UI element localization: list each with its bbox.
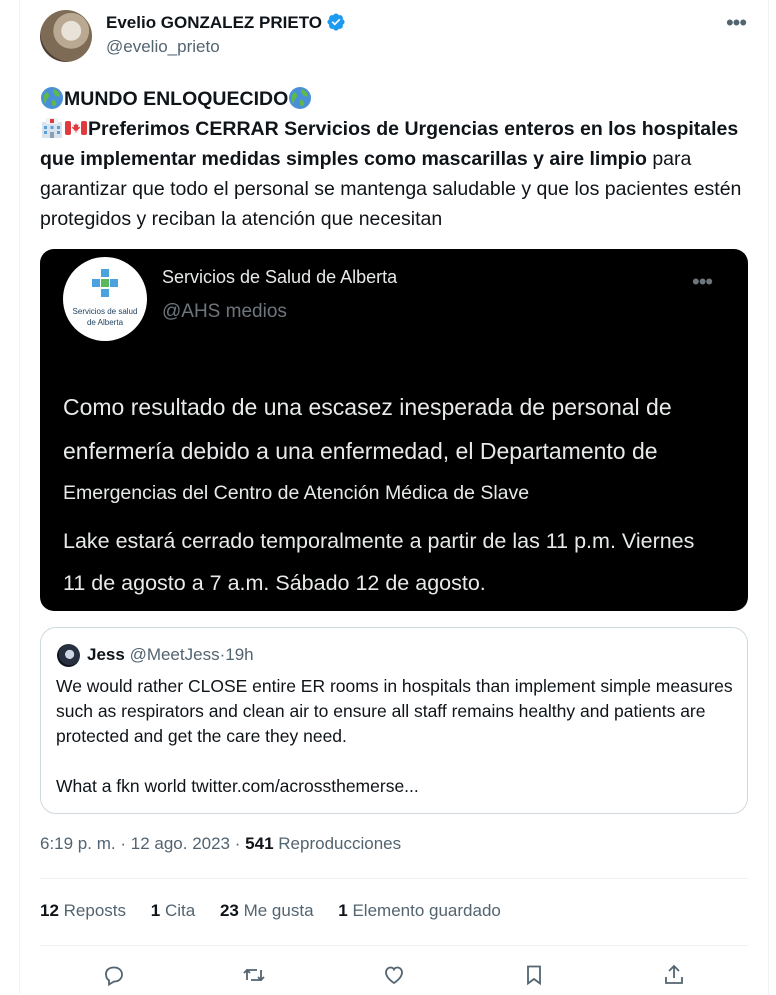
meta-separator-2: · — [234, 834, 241, 853]
stat-quotes-label: Cita — [164, 901, 196, 920]
stat-reposts[interactable] — [40, 901, 126, 921]
stat-likes-label: Me gusta — [243, 901, 314, 920]
quote-separator: · — [219, 645, 226, 664]
reply-icon — [102, 963, 126, 987]
retweet-icon — [242, 963, 266, 987]
media-text-line-1: Como resultado de una escasez inesperada de personal de — [63, 394, 672, 420]
stat-quotes-count: 1 — [150, 901, 161, 920]
quote-text-2: What a fkn world twitter.com/acrossthemerse... — [56, 776, 419, 796]
meta-separator: · — [120, 834, 127, 853]
verified-badge-icon — [326, 12, 346, 32]
quote-header — [87, 645, 254, 665]
like-button[interactable] — [379, 960, 409, 990]
tweet-time[interactable]: 6:19 p. m. — [40, 834, 116, 853]
tweet-meta — [40, 834, 401, 854]
tweet-heading: MUNDO ENLOQUECIDO — [64, 88, 289, 110]
media-text-line-2: enfermería debido a una enfermedad, el Departamento de — [63, 438, 658, 464]
stat-reposts-count: 12 — [40, 901, 59, 920]
quote-body — [56, 674, 736, 799]
views-count: 541 — [245, 834, 274, 853]
author-handle[interactable]: @evelio_prieto — [106, 37, 220, 56]
tweet-date[interactable]: 12 ago. 2023 — [130, 834, 231, 853]
reply-button[interactable] — [99, 960, 129, 990]
ahs-logo — [63, 257, 147, 341]
stat-quotes[interactable] — [151, 901, 195, 921]
quote-time: 19h — [225, 645, 254, 664]
share-button[interactable] — [659, 960, 689, 990]
column-border-left — [19, 0, 20, 994]
author-name-row[interactable] — [106, 12, 346, 33]
engagement-stats — [40, 901, 521, 921]
stat-likes[interactable] — [220, 901, 314, 921]
stat-bookmarks-count: 1 — [338, 901, 348, 920]
globe-emoji-icon-2 — [288, 86, 312, 110]
quote-author-name: Jess — [87, 645, 125, 664]
like-icon — [382, 963, 406, 987]
tweet-media-image[interactable] — [40, 249, 748, 611]
hospital-emoji-icon — [40, 116, 64, 140]
stat-likes-count: 23 — [219, 901, 239, 920]
stat-bookmarks[interactable] — [338, 901, 501, 921]
ahs-account-handle: @AHS medios — [162, 301, 287, 322]
author-name[interactable]: Evelio GONZALEZ PRIETO — [106, 13, 322, 32]
media-text-line-5: 11 de agosto a 7 a.m. Sábado 12 de agosto. — [63, 571, 486, 595]
quote-text: We would rather CLOSE entire ER rooms in hospitals than implement simple measures such as respirators and clean air to ensure all staff remains healthy and patients are protected and get the care they need. — [56, 676, 733, 746]
media-text-line-4: Lake estará cerrado temporalmente a partir de las 11 p.m. Viernes — [63, 529, 695, 553]
more-icon[interactable]: ••• — [725, 10, 747, 35]
divider-2 — [40, 945, 748, 946]
medical-cross-icon — [90, 269, 120, 299]
ahs-logo-text-1: Servicios de salud — [72, 307, 138, 316]
views-label: Reproducciones — [278, 834, 402, 853]
tweet-normal-text: para garantizar que todo el personal se mantenga saludable y que los pacientes estén protegidos y reciban la atención que necesitan — [40, 148, 742, 230]
tweet-text — [40, 84, 760, 234]
canada-flag-emoji-icon — [64, 116, 88, 140]
stat-bookmarks-label: Elemento guardado — [352, 901, 501, 920]
ahs-logo-text-2: de Alberta — [86, 318, 124, 327]
media-text-line-3: Emergencias del Centro de Atención Médica de Slave — [63, 482, 530, 504]
column-border-right — [768, 0, 769, 994]
divider — [40, 878, 748, 879]
tweet-bold-text: Preferimos CERRAR Servicios de Urgencias enteros en los hospitales que implementar medidas simples como mascarillas y aire limpio — [40, 118, 739, 170]
ahs-more-icon: ••• — [692, 269, 713, 294]
ahs-account-name: Servicios de Salud de Alberta — [162, 267, 398, 287]
globe-emoji-icon — [40, 86, 64, 110]
quote-avatar — [57, 644, 80, 667]
retweet-button[interactable] — [239, 960, 269, 990]
share-icon — [662, 963, 686, 987]
bookmark-icon — [522, 963, 546, 987]
bookmark-button[interactable] — [519, 960, 549, 990]
stat-reposts-label: Reposts — [63, 901, 127, 920]
quote-paragraph-gap — [56, 749, 736, 774]
quoted-tweet[interactable] — [40, 627, 748, 814]
quote-author-handle: @MeetJess — [129, 645, 220, 664]
author-avatar[interactable] — [40, 10, 92, 62]
